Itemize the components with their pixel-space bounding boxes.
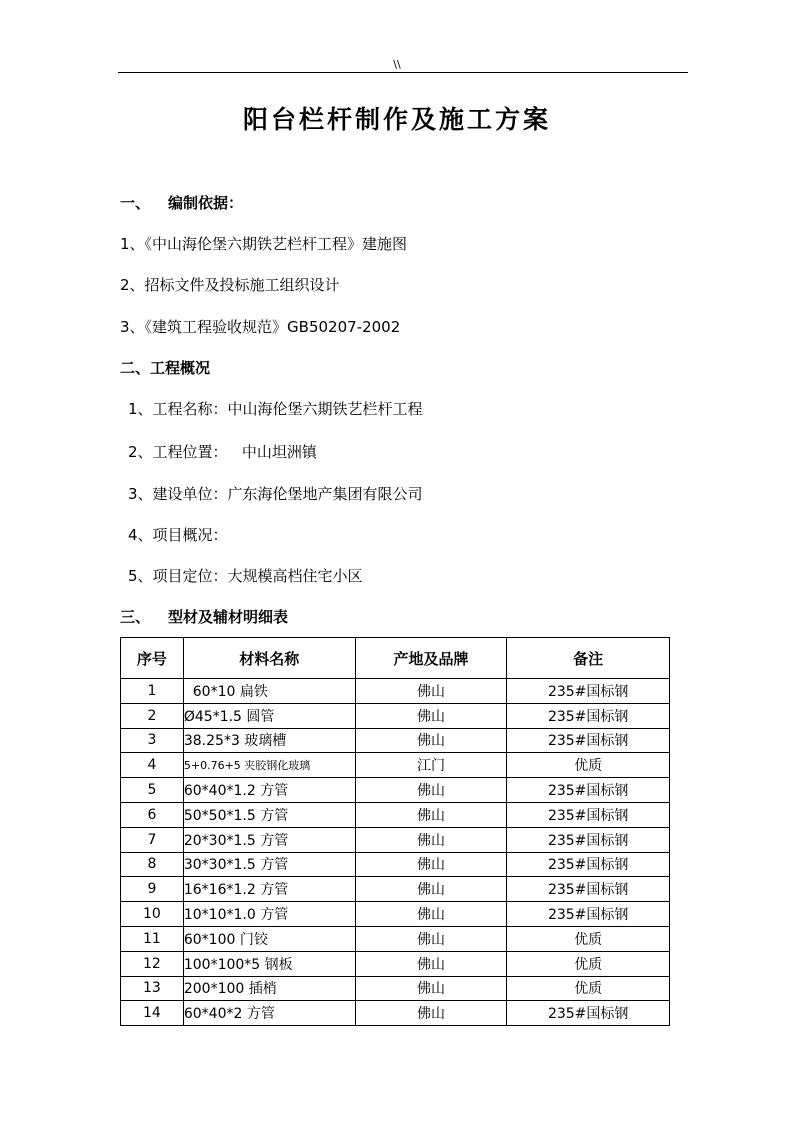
note-cell: 优质 [507, 951, 670, 976]
row-number-cell: 9 [121, 877, 184, 902]
section-2-item-5: 5、项目定位：大规模高档住宅小区 [128, 567, 363, 585]
table-row [121, 827, 670, 852]
document-title: 阳台栏杆制作及施工方案 [242, 105, 551, 134]
origin-brand-cell: 佛山 [355, 827, 507, 852]
materials-table [120, 637, 670, 1026]
note-cell: 优质 [507, 926, 670, 951]
note-cell: 235#国标钢 [507, 778, 670, 803]
note-cell: 235#国标钢 [507, 679, 670, 704]
material-name-cell: 50*50*1.5 方管 [183, 802, 355, 827]
row-number-cell: 6 [121, 802, 184, 827]
section-2-item-3: 3、建设单位：广东海伦堡地产集团有限公司 [128, 485, 423, 503]
table-row [121, 902, 670, 927]
section-1-title: 编制依据： [168, 194, 244, 212]
section-2-item-1: 1、工程名称：中山海伦堡六期铁艺栏杆工程 [128, 400, 423, 418]
section-1-item-3: 3、《建筑工程验收规范》GB50207-2002 [120, 318, 401, 336]
col-header-origin: 产地及品牌 [355, 638, 507, 679]
section-2-item-4: 4、项目概况： [128, 526, 228, 544]
section-1-item-1: 1、《中山海伦堡六期铁艺栏杆工程》建施图 [120, 235, 408, 253]
note-cell: 235#国标钢 [507, 902, 670, 927]
row-number-cell: 3 [121, 728, 184, 753]
section-3-title: 型材及辅材明细表 [168, 608, 289, 626]
section-3-heading [120, 606, 288, 627]
origin-brand-cell: 江门 [355, 753, 507, 778]
material-name-cell: 60*10 扁铁 [183, 679, 355, 704]
material-name-cell: 10*10*1.0 方管 [183, 902, 355, 927]
col-header-no: 序号 [121, 638, 184, 679]
table-row [121, 728, 670, 753]
origin-brand-cell: 佛山 [355, 976, 507, 1001]
material-name-cell: 60*40*1.2 方管 [183, 778, 355, 803]
origin-brand-cell: 佛山 [355, 1001, 507, 1026]
note-cell: 235#国标钢 [507, 852, 670, 877]
note-cell: 235#国标钢 [507, 703, 670, 728]
origin-brand-cell: 佛山 [355, 778, 507, 803]
material-name-cell: 60*40*2 方管 [183, 1001, 355, 1026]
row-number-cell: 1 [121, 679, 184, 704]
material-name-cell: 20*30*1.5 方管 [183, 827, 355, 852]
row-number-cell: 7 [121, 827, 184, 852]
row-number-cell: 13 [121, 976, 184, 1001]
table-row [121, 852, 670, 877]
row-number-cell: 14 [121, 1001, 184, 1026]
section-1-heading [120, 192, 243, 213]
table-row [121, 679, 670, 704]
origin-brand-cell: 佛山 [355, 802, 507, 827]
row-number-cell: 11 [121, 926, 184, 951]
table-header-row [121, 638, 670, 679]
row-number-cell: 2 [121, 703, 184, 728]
section-2-heading: 二、工程概况 [120, 359, 211, 377]
note-cell: 235#国标钢 [507, 728, 670, 753]
origin-brand-cell: 佛山 [355, 703, 507, 728]
table-row [121, 877, 670, 902]
note-cell: 优质 [507, 753, 670, 778]
row-number-cell: 8 [121, 852, 184, 877]
origin-brand-cell: 佛山 [355, 902, 507, 927]
origin-brand-cell: 佛山 [355, 728, 507, 753]
section-1-number: 一、 [120, 194, 151, 212]
table-row [121, 976, 670, 1001]
origin-brand-cell: 佛山 [355, 679, 507, 704]
table-row [121, 926, 670, 951]
material-name-cell: Ø45*1.5 圆管 [183, 703, 355, 728]
material-name-cell: 16*16*1.2 方管 [183, 877, 355, 902]
section-1-item-2: 2、招标文件及投标施工组织设计 [120, 276, 340, 294]
note-cell: 235#国标钢 [507, 802, 670, 827]
table-row [121, 778, 670, 803]
table-row [121, 951, 670, 976]
note-cell: 235#国标钢 [507, 1001, 670, 1026]
section-3-number: 三、 [120, 608, 151, 626]
material-name-cell: 100*100*5 钢板 [183, 951, 355, 976]
table-row [121, 753, 670, 778]
origin-brand-cell: 佛山 [355, 926, 507, 951]
table-row [121, 802, 670, 827]
material-name-cell: 30*30*1.5 方管 [183, 852, 355, 877]
header-mark: \\ [393, 58, 401, 71]
note-cell: 235#国标钢 [507, 877, 670, 902]
row-number-cell: 10 [121, 902, 184, 927]
origin-brand-cell: 佛山 [355, 877, 507, 902]
row-number-cell: 12 [121, 951, 184, 976]
row-number-cell: 4 [121, 753, 184, 778]
header-rule [118, 72, 688, 73]
table-row [121, 703, 670, 728]
note-cell: 优质 [507, 976, 670, 1001]
table-row [121, 1001, 670, 1026]
col-header-note: 备注 [507, 638, 670, 679]
section-2-item-2: 2、工程位置： 中山坦洲镇 [128, 443, 317, 461]
material-name-cell: 5+0.76+5 夹胶钢化玻璃 [183, 753, 355, 778]
row-number-cell: 5 [121, 778, 184, 803]
material-name-cell: 200*100 插梢 [183, 976, 355, 1001]
origin-brand-cell: 佛山 [355, 951, 507, 976]
note-cell: 235#国标钢 [507, 827, 670, 852]
col-header-material: 材料名称 [183, 638, 355, 679]
material-name-cell: 60*100 门铰 [183, 926, 355, 951]
material-name-cell: 38.25*3 玻璃槽 [183, 728, 355, 753]
origin-brand-cell: 佛山 [355, 852, 507, 877]
